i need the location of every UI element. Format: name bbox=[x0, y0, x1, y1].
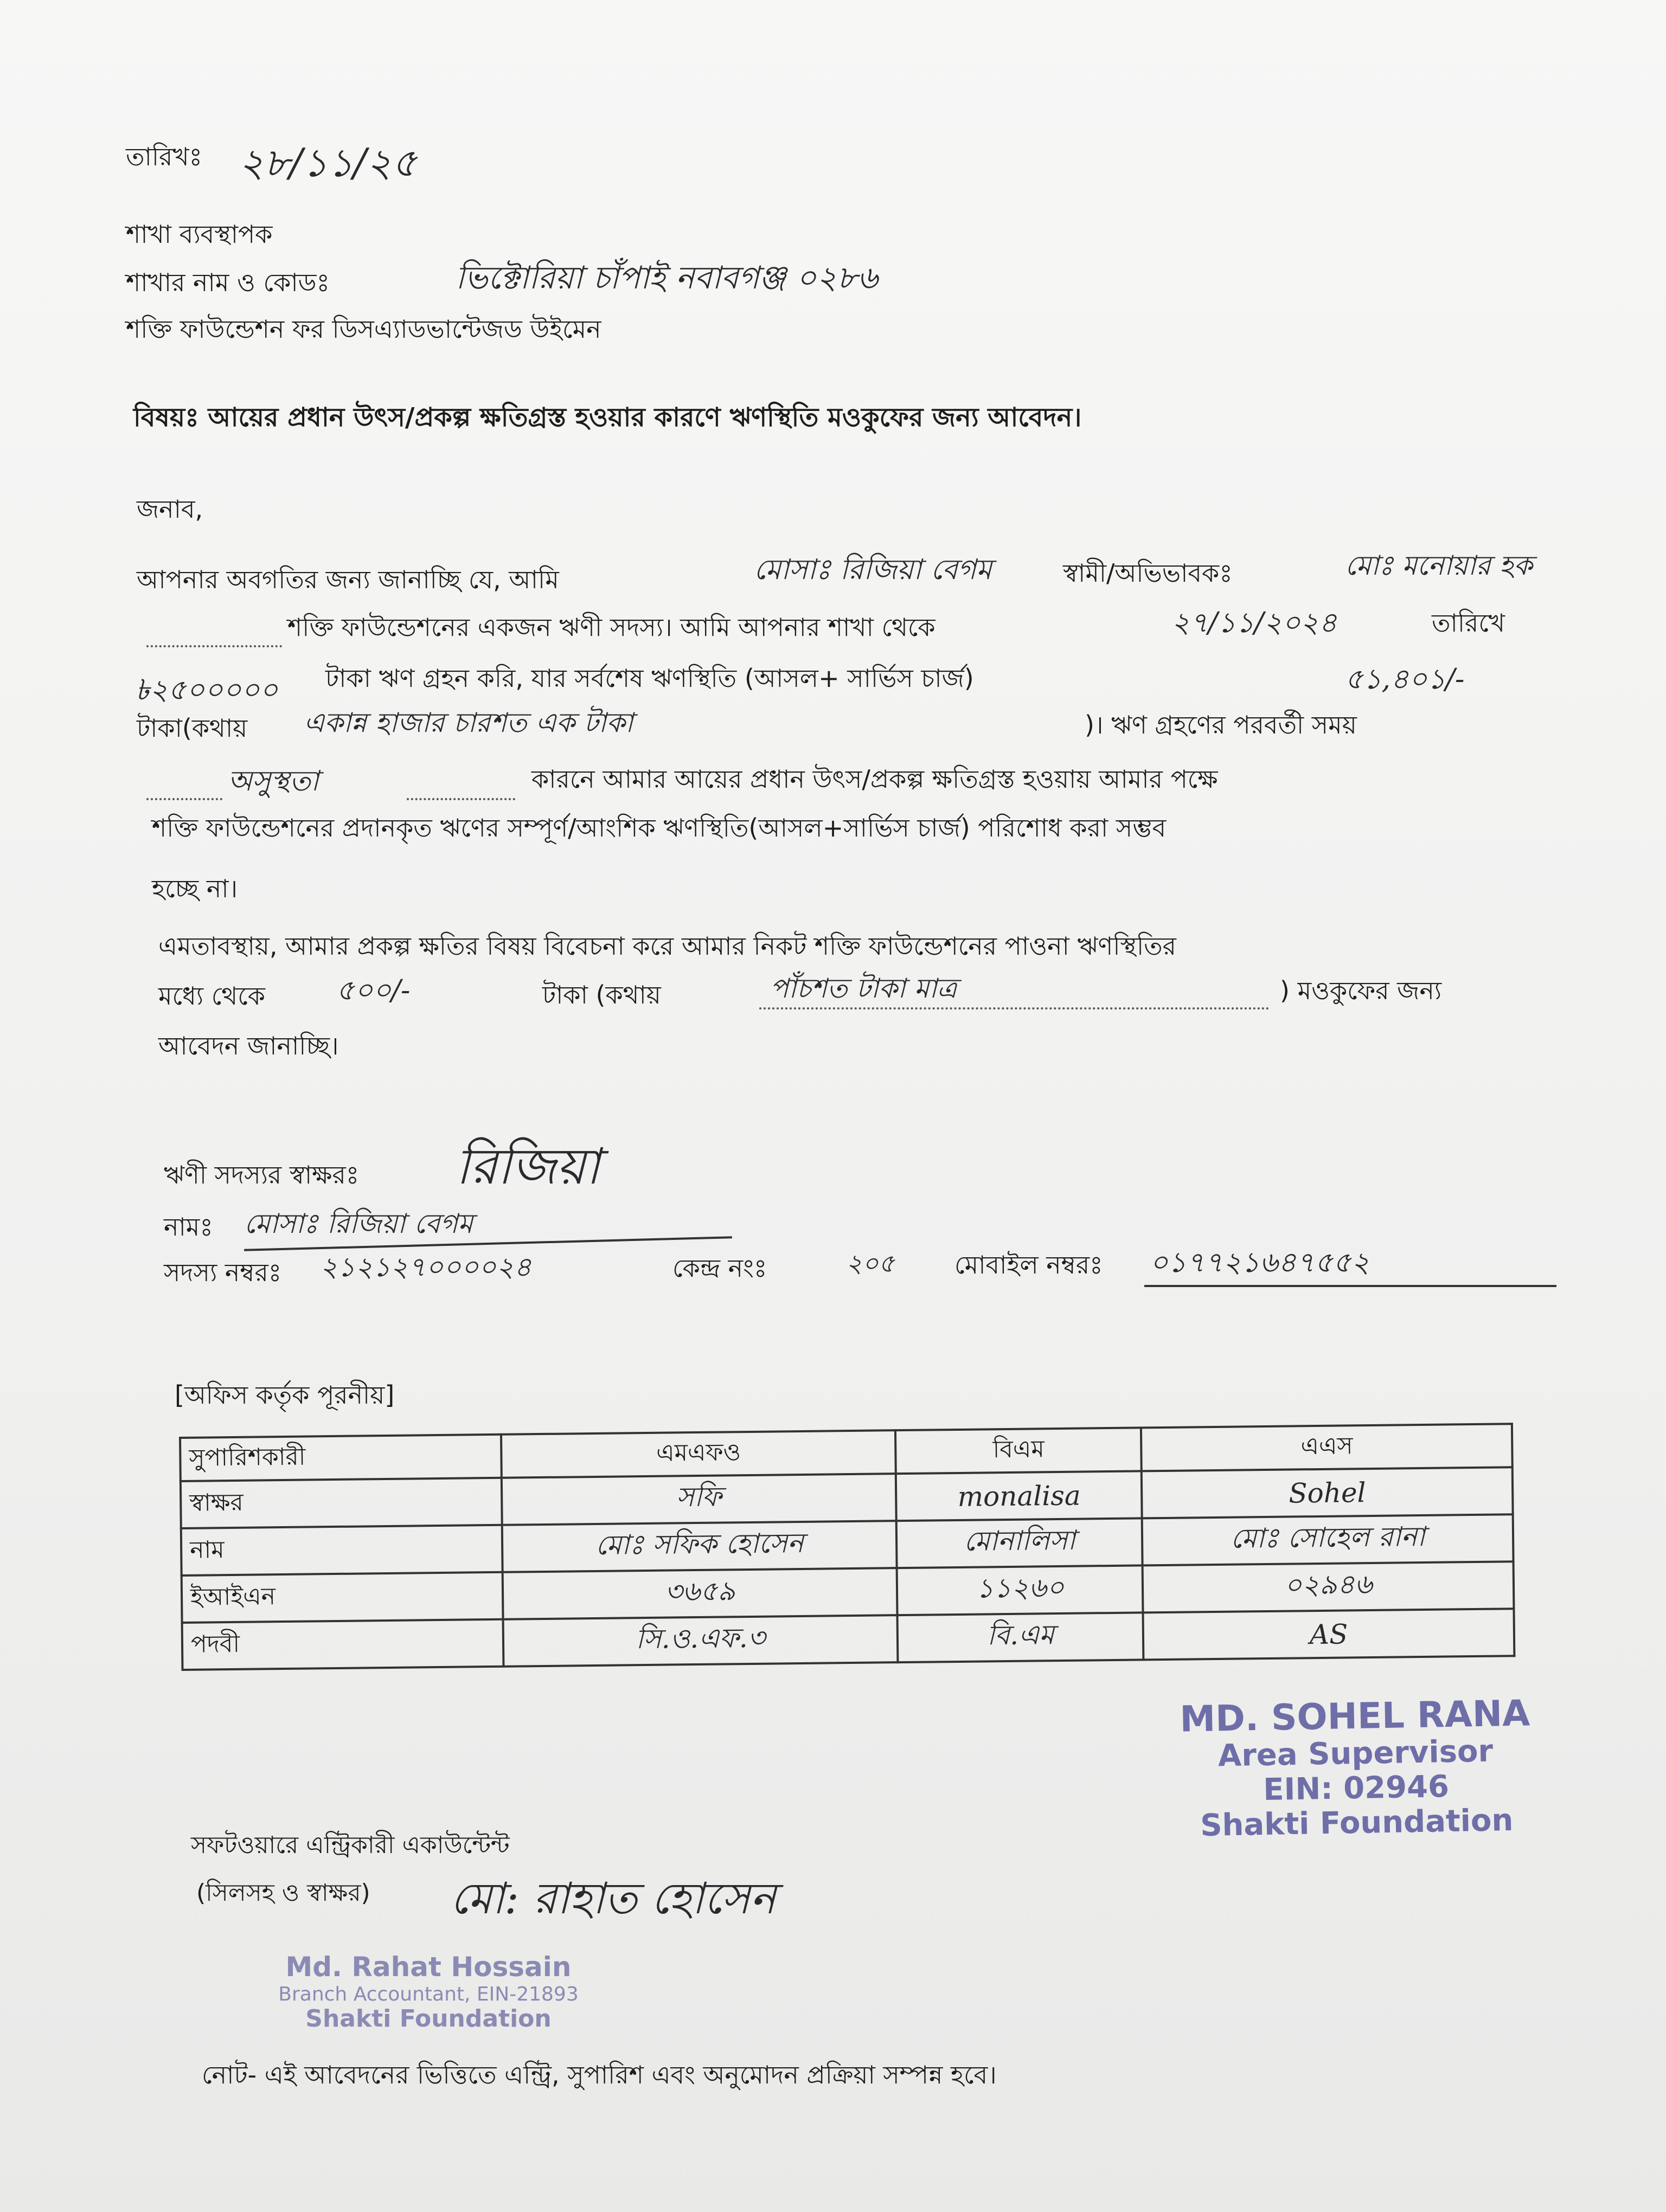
salutation: জনাব, bbox=[137, 494, 203, 524]
body-text: আবেদন জানাচ্ছি। bbox=[158, 1031, 339, 1060]
stamp-line: Branch Accountant, EIN-21893 bbox=[278, 1983, 579, 2005]
mobile-number-label: মোবাইল নম্বরঃ bbox=[954, 1250, 1103, 1279]
loan-date-handwritten: ২৭/১১/২০২৪ bbox=[1171, 607, 1337, 639]
table-row-label: স্বাক্ষর bbox=[181, 1478, 502, 1528]
addressee: শাখা ব্যবস্থাপক bbox=[126, 220, 273, 249]
stamp-line: EIN: 02946 bbox=[1263, 1769, 1450, 1808]
table-cell: বি.এম bbox=[898, 1612, 1144, 1662]
body-text: )। ঋণ গ্রহণের পরবর্তী সময় bbox=[1085, 710, 1357, 740]
underline bbox=[1144, 1285, 1556, 1287]
stamp-line: Md. Rahat Hossain bbox=[285, 1951, 572, 1983]
body-text: স্বামী/অভিভাবকঃ bbox=[1063, 558, 1233, 588]
accountant-label: সফটওয়ারে এন্ট্রিকারী একাউন্টেন্ট bbox=[191, 1831, 510, 1859]
area-supervisor-stamp bbox=[1154, 1694, 1558, 1845]
body-text: টাকা ঋণ গ্রহন করি, যার সর্বশেষ ঋণস্থিতি (আসল+ সার্ভিস চার্জ) bbox=[325, 664, 974, 693]
body-text: মধ্যে থেকে bbox=[158, 981, 265, 1011]
dotted-line bbox=[407, 798, 515, 800]
body-text: এমতাবস্থায়, আমার প্রকল্প ক্ষতির বিষয় বিবেচনা করে আমার নিকট শক্তি ফাউন্ডেশনের পাওনা ঋণস্থিতির bbox=[158, 931, 1176, 961]
table-cell: Sohel bbox=[1142, 1467, 1513, 1518]
branch-value: ভিক্টোরিয়া চাঁপাই নবাবগঞ্জ ০২৮৬ bbox=[456, 259, 878, 296]
accountant-seal-label: (সিলসহ ও স্বাক্ষর) bbox=[196, 1879, 370, 1907]
body-text: হচ্ছে না। bbox=[152, 874, 238, 903]
branch-label: শাখার নাম ও কোডঃ bbox=[126, 268, 330, 297]
table-cell: ০২৯৪৬ bbox=[1143, 1561, 1514, 1612]
table-header-cell: এএস bbox=[1141, 1424, 1512, 1471]
branch-accountant-stamp bbox=[271, 1952, 586, 2033]
table-cell: monalisa bbox=[896, 1471, 1142, 1521]
body-text: টাকা (কথায় bbox=[542, 980, 661, 1009]
body-text: টাকা(কথায় bbox=[137, 713, 248, 743]
office-use-note: [অফিস কর্তৃক পূরনীয়] bbox=[175, 1380, 395, 1410]
loan-balance-handwritten: ৫১,৪০১/- bbox=[1345, 663, 1465, 696]
member-signature: রিজিয়া bbox=[456, 1137, 600, 1195]
member-name-label: নামঃ bbox=[164, 1212, 213, 1242]
stamp-line: Shakti Foundation bbox=[305, 2004, 552, 2033]
dotted-line bbox=[146, 798, 222, 800]
table-cell: মোঃ সোহেল রানা bbox=[1142, 1514, 1513, 1565]
member-signature-label: ঋণী সদস্যর স্বাক্ষরঃ bbox=[164, 1160, 360, 1189]
applicant-name-handwritten: মোসাঃ রিজিয়া বেগম bbox=[754, 554, 992, 586]
subject-line: বিষয়ঃ আয়ের প্রধান উৎস/প্রকল্প ক্ষতিগ্রস্ত হওয়ার কারণে ঋণস্থিতি মওকুফের জন্য আবেদন। bbox=[133, 402, 1082, 433]
member-name-value: মোসাঃ রিজিয়া বেগম bbox=[244, 1208, 473, 1239]
body-text: আপনার অবগতির জন্য জানাচ্ছি যে, আমি bbox=[137, 565, 559, 594]
waiver-amount-handwritten: ৫০০/- bbox=[336, 974, 411, 1007]
stamp-line: Area Supervisor bbox=[1218, 1733, 1494, 1774]
footer-note: নোট- এই আবেদনের ভিত্তিতে এন্ট্রি, সুপারিশ এবং অনুমোদন প্রক্রিয়া সম্পন্ন হবে। bbox=[202, 2060, 997, 2089]
center-number-label: কেন্দ্র নংঃ bbox=[672, 1253, 767, 1283]
table-cell: AS bbox=[1143, 1609, 1514, 1660]
table-cell: সি.ও.এফ.৩ bbox=[503, 1615, 898, 1667]
center-number-value: ২০৫ bbox=[846, 1249, 895, 1278]
table-row-label: পদবী bbox=[182, 1619, 504, 1670]
waiver-in-words-handwritten: পাঁচশত টাকা মাত্র bbox=[770, 973, 957, 1004]
member-number-value: ২১২১২৭০০০০২৪ bbox=[320, 1251, 531, 1283]
mobile-number-value: ০১৭৭২১৬৪৭৫৫২ bbox=[1150, 1246, 1370, 1279]
member-number-label: সদস্য নম্বরঃ bbox=[164, 1258, 282, 1287]
table-row-label: ইআইএন bbox=[182, 1572, 503, 1623]
body-text: ) মওকুফের জন্য bbox=[1280, 976, 1442, 1005]
reason-handwritten: অসুস্থতা bbox=[228, 765, 319, 798]
organization-name: শক্তি ফাউন্ডেশন ফর ডিসএ্যাডভান্টেজড উইমেন bbox=[126, 314, 601, 344]
dotted-line bbox=[146, 645, 282, 647]
table-row-label: নাম bbox=[181, 1525, 503, 1576]
body-text: কারনে আমার আয়ের প্রধান উৎস/প্রকল্প ক্ষতিগ্রস্ত হওয়ায় আমার পক্ষে bbox=[531, 764, 1218, 794]
table-cell: মোনালিসা bbox=[896, 1518, 1143, 1568]
body-text: শক্তি ফাউন্ডেশনের একজন ঋণী সদস্য। আমি আপনার শাখা থেকে bbox=[287, 613, 935, 642]
table-cell: ১১২৬০ bbox=[897, 1565, 1143, 1615]
accountant-signature: মো: রাহাত হোসেন bbox=[450, 1873, 776, 1924]
table-cell: ৩৬৫৯ bbox=[503, 1568, 898, 1619]
table-header-cell: সুপারিশকারী bbox=[180, 1435, 502, 1481]
guardian-name-handwritten: মোঃ মনোয়ার হক bbox=[1345, 550, 1533, 581]
date-label: তারিখঃ bbox=[126, 142, 203, 171]
table-header-cell: বিএম bbox=[895, 1427, 1142, 1474]
balance-in-words-handwritten: একান্ন হাজার চারশত এক টাকা bbox=[304, 707, 633, 738]
table-cell: মোঃ সফিক হোসেন bbox=[502, 1521, 897, 1572]
date-value: ২৮/১১/২৫ bbox=[239, 140, 418, 185]
stamp-line: Shakti Foundation bbox=[1200, 1803, 1514, 1844]
loan-amount-handwritten: ৳২৫০০০০০ bbox=[136, 674, 278, 706]
table-header-cell: এমএফও bbox=[501, 1430, 896, 1478]
dotted-line bbox=[759, 1007, 1269, 1009]
body-text: শক্তি ফাউন্ডেশনের প্রদানকৃত ঋণের সম্পূর্ণ/আংশিক ঋণস্থিতি(আসল+সার্ভিস চার্জ) পরিশোধ করা সম্ভব bbox=[152, 813, 1167, 843]
table-cell: সফি bbox=[502, 1474, 896, 1525]
stamp-line: MD. SOHEL RANA bbox=[1179, 1692, 1530, 1740]
body-text: তারিখে bbox=[1432, 608, 1505, 638]
approval-table bbox=[179, 1423, 1515, 1671]
